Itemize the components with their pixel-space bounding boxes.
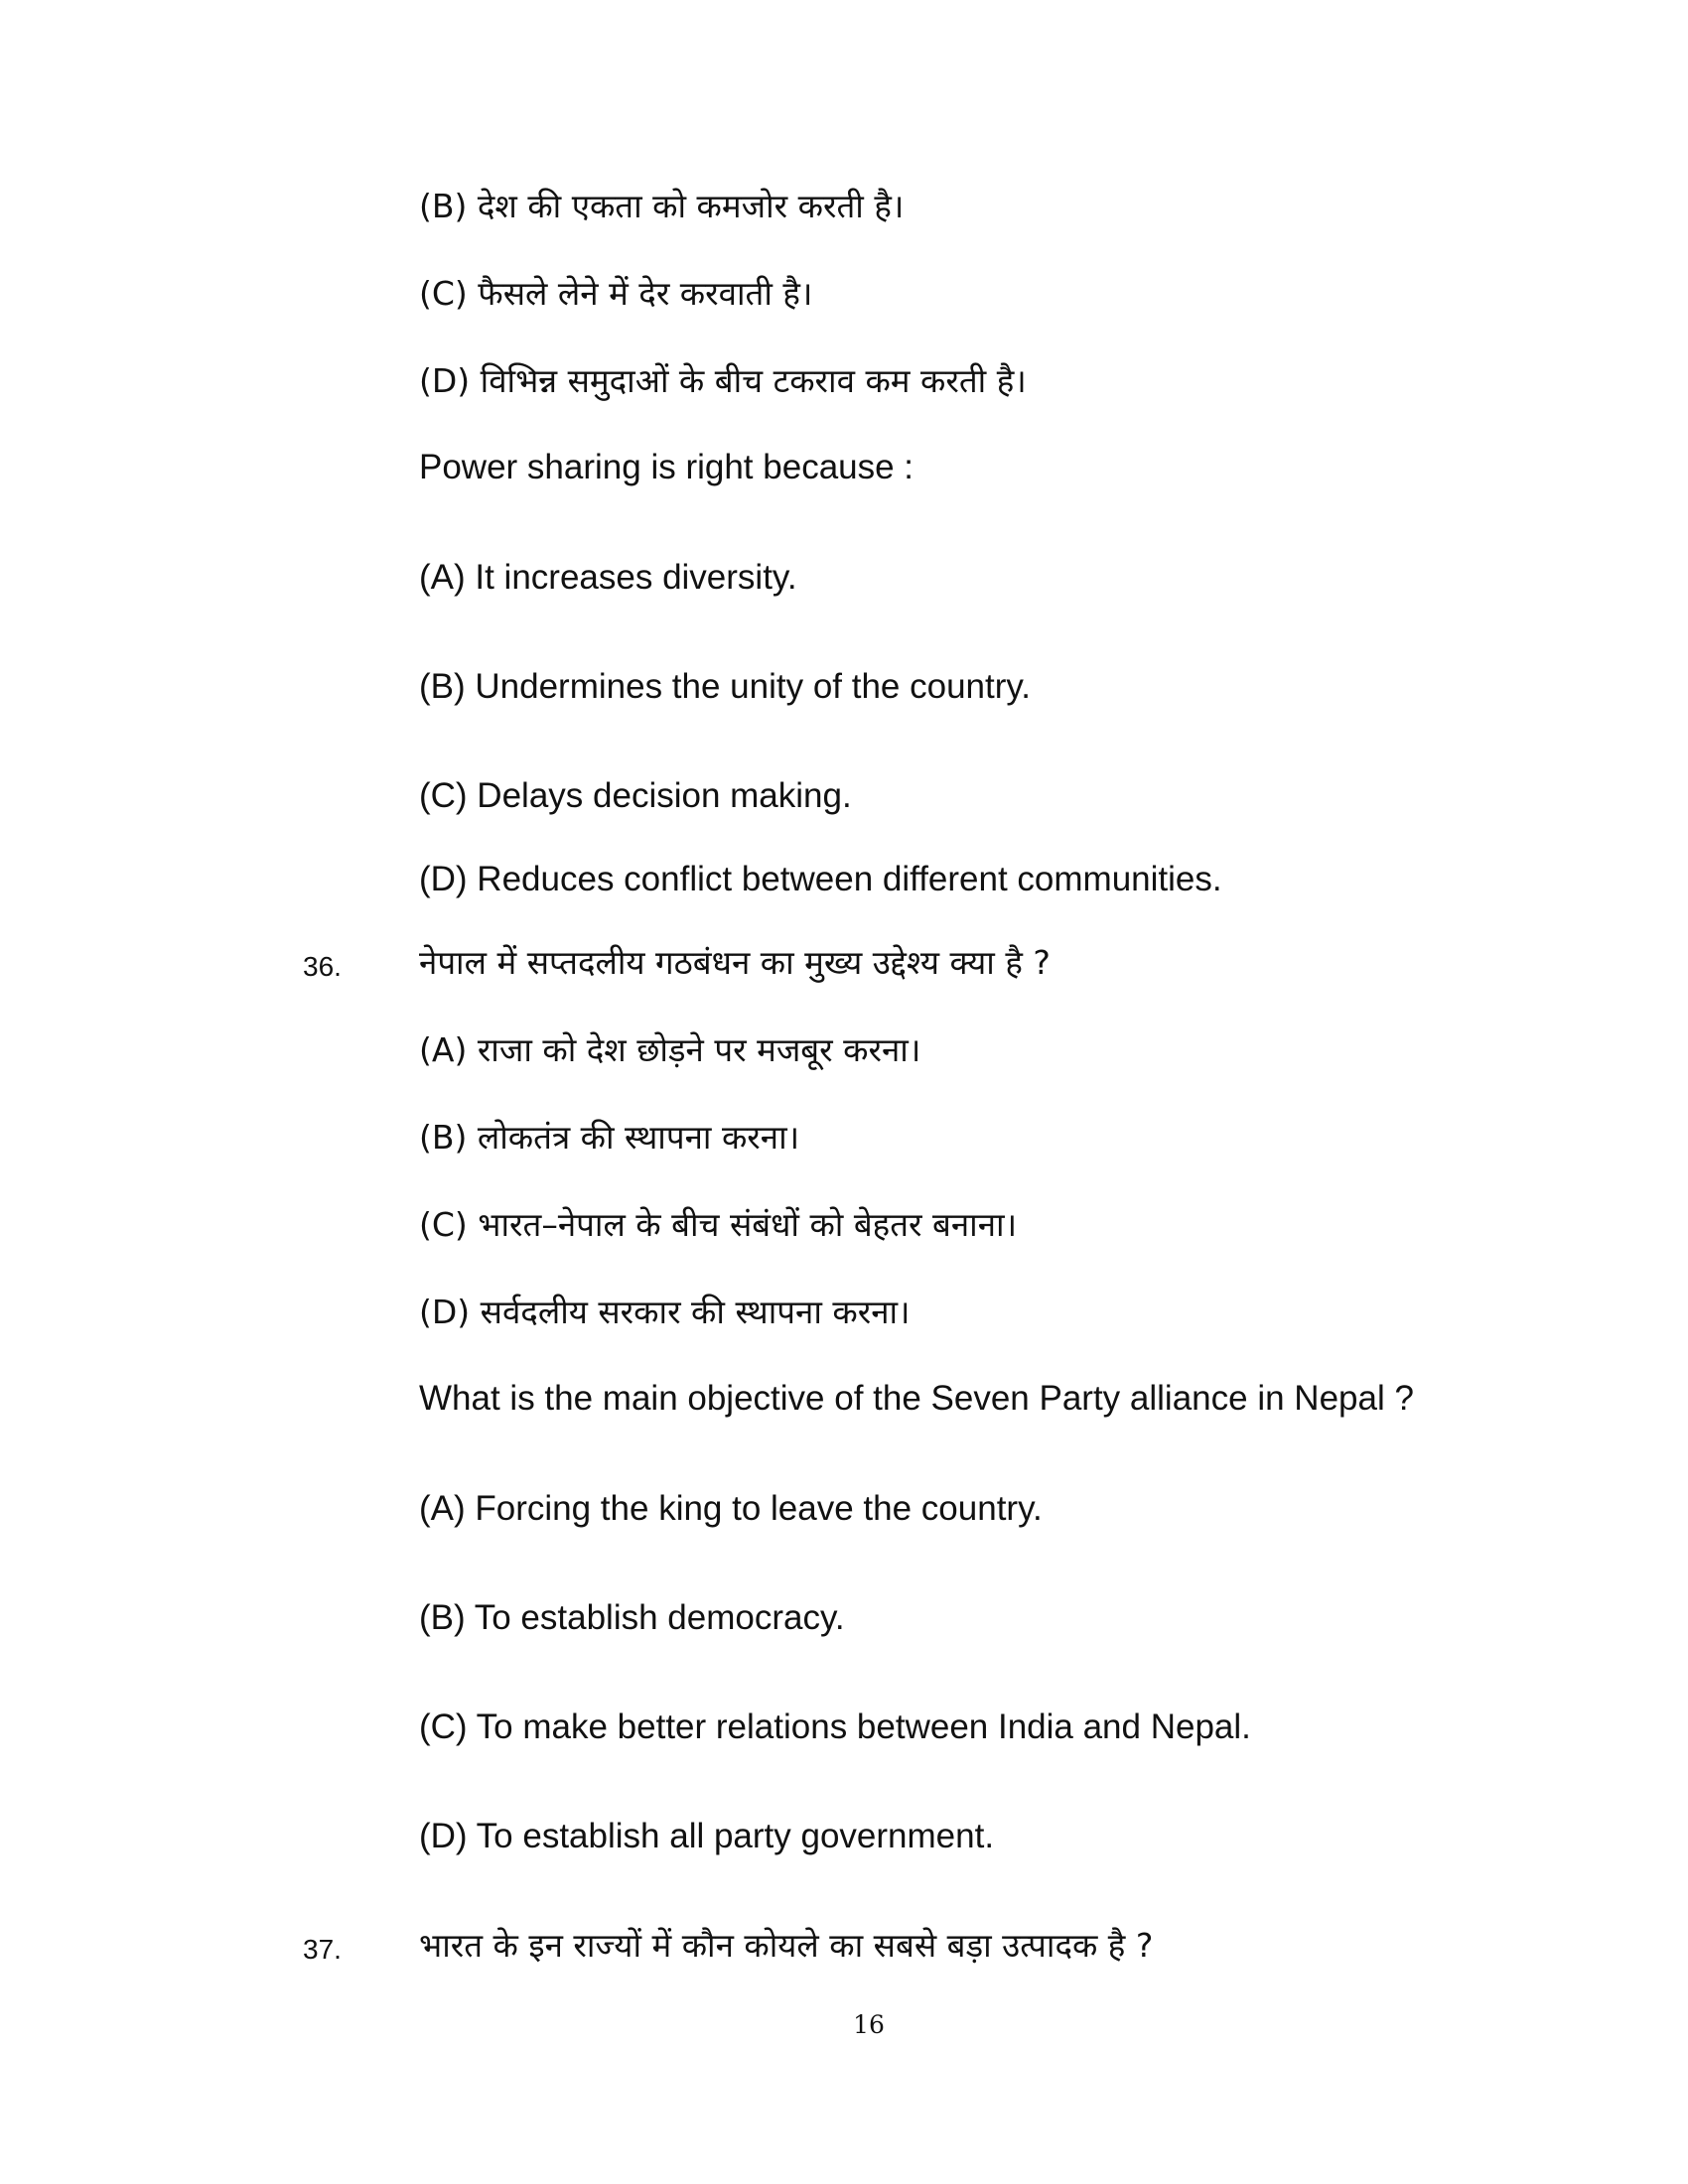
q36-hindi-option-c: (C) भारत–नेपाल के बीच संबंधों को बेहतर बनाना। — [419, 1205, 1018, 1244]
page-number: 16 — [853, 2010, 885, 2039]
q35-hindi-option-b: (B) देश की एकता को कमजोर करती है। — [419, 187, 905, 225]
q35-english-option-d: (D) Reduces conflict between different communities. — [419, 860, 1222, 898]
q35-hindi-option-d: (D) विभिन्न समुदाओं के बीच टकराव कम करती है। — [419, 361, 1027, 400]
q36-hindi-question: नेपाल में सप्तदलीय गठबंधन का मुख्य उद्देश्य क्या है ? — [419, 943, 1051, 982]
q36-hindi-option-a: (A) राजा को देश छोड़ने पर मजबूर करना। — [419, 1030, 921, 1069]
q35-hindi-option-c: (C) फैसले लेने में देर करवाती है। — [419, 274, 813, 313]
q36-number: 36. — [303, 951, 342, 982]
q35-english-option-b: (B) Undermines the unity of the country. — [419, 667, 1032, 706]
q35-english-option-a: (A) It increases diversity. — [419, 558, 797, 597]
q36-english-option-d: (D) To establish all party government. — [419, 1817, 995, 1855]
q36-hindi-option-d: (D) सर्वदलीय सरकार की स्थापना करना। — [419, 1293, 911, 1331]
q37-number: 37. — [303, 1934, 342, 1965]
q36-english-question: What is the main objective of the Seven Party alliance in Nepal ? — [419, 1379, 1414, 1418]
q36-hindi-option-b: (B) लोकतंत्र की स्थापना करना। — [419, 1118, 800, 1157]
q36-english-option-a: (A) Forcing the king to leave the country. — [419, 1489, 1043, 1528]
q36-english-option-b: (B) To establish democracy. — [419, 1598, 845, 1637]
q37-hindi-question: भारत के इन राज्यों में कौन कोयले का सबसे बड़ा उत्पादक है ? — [419, 1926, 1154, 1965]
q35-english-question: Power sharing is right because : — [419, 448, 914, 486]
q35-english-option-c: (C) Delays decision making. — [419, 776, 852, 815]
q36-english-option-c: (C) To make better relations between India and Nepal. — [419, 1707, 1251, 1746]
